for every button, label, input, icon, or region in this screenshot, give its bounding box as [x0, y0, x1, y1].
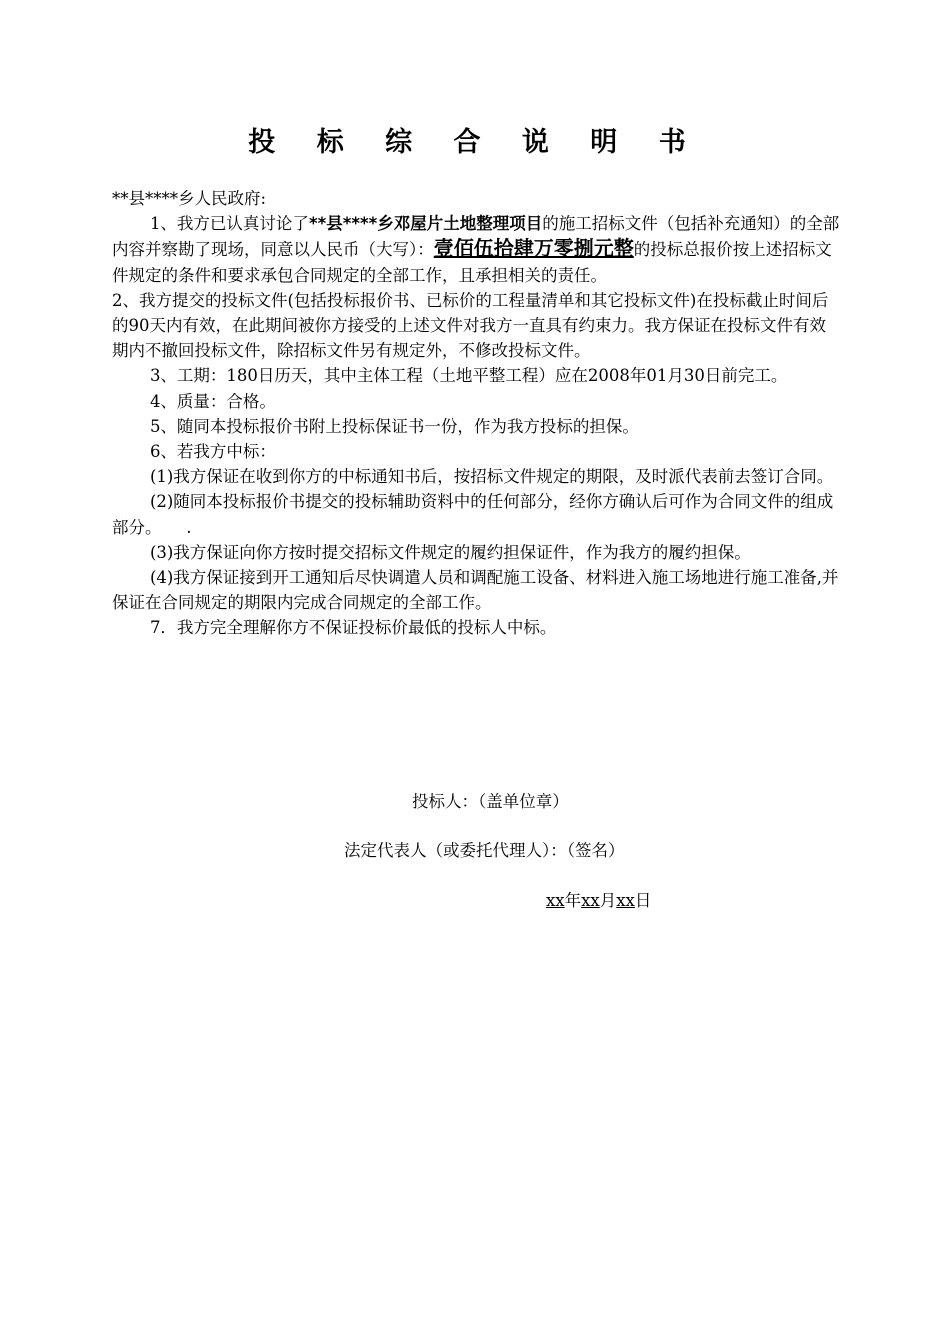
paragraph-6: 6、若我方中标： [149, 442, 276, 462]
paragraph-4: 4、质量：合格。 [149, 391, 276, 411]
signature-date [546, 887, 651, 911]
representative-signature-line: 法定代表人（或委托代理人）：（签名） [344, 841, 625, 860]
date-month-value: xx [581, 891, 600, 910]
date-month-unit: 月 [599, 891, 617, 910]
date-day-unit: 日 [634, 891, 652, 910]
document-body [112, 186, 840, 641]
paragraph-2: 2、我方提交的投标文件(包括投标报价书、已标价的工程量清单和其它投标文件)在投标截止时间后的90天内有效，在此期间被你方接受的上述文件对我方一直具有约束力。我方保证在投标文件有效期内不撤回投标文件，除招标文件另有规定外，不修改投标文件。 [112, 290, 829, 361]
paragraph-5: 5、随同本投标报价书附上投标保证书一份，作为我方投标的担保。 [149, 416, 639, 436]
paragraph-6-2: (2)随同本投标报价书提交的投标辅助资料中的任何部分，经你方确认后可作为合同文件的组成部分。 . [112, 492, 834, 537]
document-title: 投 标 综 合 说 明 书 [248, 127, 702, 158]
project-name: **县****乡邓屋片土地整理项目 [308, 214, 543, 234]
bidder-signature-line: 投标人：（盖单位章） [412, 792, 569, 811]
paragraph-3: 3、工期：180日历天，其中主体工程（土地平整工程）应在2008年01月30日前完工。 [149, 366, 788, 386]
paragraph-1-middle: 的施工招标文件（包括补充通知）的全部内容并察勘了现场，同意以人民币（大写）： [112, 214, 840, 260]
paragraph-6-1: (1)我方保证在收到你方的中标通知书后，按招标文件规定的期限，及时派代表前去签订合同。 [149, 467, 834, 487]
date-year-value: xx [546, 891, 565, 910]
paragraph-1-tail: 的投标总报价按上述招标文件规定的条件和要求承包合同规定的全部工作，且承担相关的责任。 [112, 240, 832, 285]
date-day-value: xx [616, 891, 635, 910]
paragraph-6-4: (4)我方保证接到开工通知后尽快调遣人员和调配施工设备、材料进入施工场地进行施工准备,并保证在合同规定的期限内完成合同规定的全部工作。 [112, 568, 839, 613]
paragraph-6-3: (3)我方保证向你方按时提交招标文件规定的履约担保证件，作为我方的履约担保。 [149, 542, 751, 562]
paragraph-1-lead: 1、我方已认真讨论了 [149, 214, 309, 234]
salutation: **县****乡人民政府: [112, 189, 267, 208]
paragraph-7: 7．我方完全理解你方不保证投标价最低的投标人中标。 [149, 618, 557, 638]
paragraph-1 [112, 211, 840, 288]
bid-amount: 壹佰伍拾肆万零捌元整 [433, 236, 634, 261]
date-year-unit: 年 [564, 891, 582, 910]
